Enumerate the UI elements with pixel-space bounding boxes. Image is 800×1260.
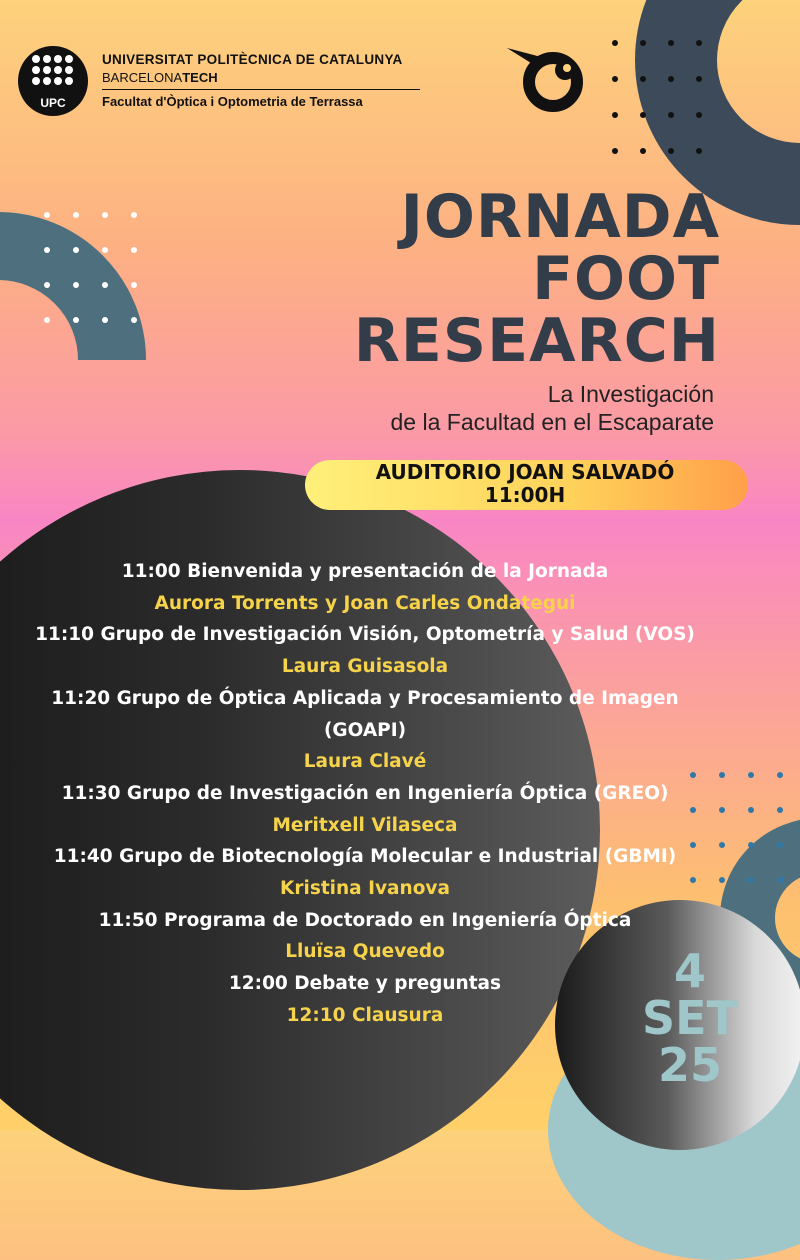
event-date	[620, 944, 760, 1092]
agenda-item: 11:40 Grupo de Biotecnología Molecular e Industrial (GBMI)	[53, 846, 677, 868]
subtitle-line: La Investigación	[547, 381, 714, 407]
university-subline: BARCELONATECH	[102, 70, 218, 85]
agenda-item: 11:10 Grupo de Investigación Visión, Optometría y Salud (VOS)	[35, 624, 695, 646]
date-year: 25	[657, 1038, 722, 1092]
optometry-eye-icon	[505, 40, 595, 115]
subtitle-line: de la Facultad en el Escaparate	[390, 409, 714, 435]
faculty-name: Facultat d'Òptica i Optometria de Terrassa	[102, 94, 363, 109]
agenda-item: 11:00 Bienvenida y presentación de la Jornada	[121, 561, 609, 582]
venue-info	[305, 461, 745, 507]
agenda-speaker: Meritxell Vilaseca	[272, 814, 458, 836]
title-line: RESEARCH	[353, 306, 720, 376]
event-subtitle	[391, 380, 714, 436]
dot-grid-left	[44, 212, 137, 323]
agenda-item: 12:00 Debate y preguntas	[228, 973, 502, 995]
upc-logo-icon	[18, 46, 88, 116]
agenda-closing: 12:10 Clausura	[286, 1004, 444, 1026]
dot-grid-top-right	[612, 40, 702, 154]
agenda-speaker: Laura Clavé	[303, 751, 427, 773]
title-line: FOOT	[532, 244, 720, 314]
date-month: SET	[642, 991, 738, 1045]
venue-time: 11:00H	[484, 483, 566, 507]
agenda-item: 11:30 Grupo de Investigación en Ingeniería Óptica (GREO)	[61, 782, 669, 804]
venue-name: AUDITORIO JOAN SALVADÓ	[375, 460, 675, 484]
agenda-item: 11:50 Programa de Doctorado en Ingeniería Óptica	[98, 909, 632, 931]
agenda-speaker: Laura Guisasola	[281, 656, 449, 678]
title-line: JORNADA	[400, 182, 720, 252]
agenda-item: 11:20 Grupo de Óptica Aplicada y Procesamiento de Imagen	[51, 687, 679, 709]
agenda-speaker: Kristina Ivanova	[280, 878, 450, 900]
agenda-speaker: Lluïsa Quevedo	[285, 941, 445, 963]
header-divider	[102, 89, 420, 90]
date-day: 4	[673, 944, 706, 998]
agenda-speaker: Aurora Torrents y Joan Carles Ondategui	[154, 592, 576, 614]
agenda-item: (GOAPI)	[323, 719, 407, 741]
upc-logo-text: UPC	[40, 96, 66, 110]
university-name: UNIVERSITAT POLITÈCNICA DE CATALUNYA	[102, 52, 403, 67]
event-title	[353, 182, 720, 376]
